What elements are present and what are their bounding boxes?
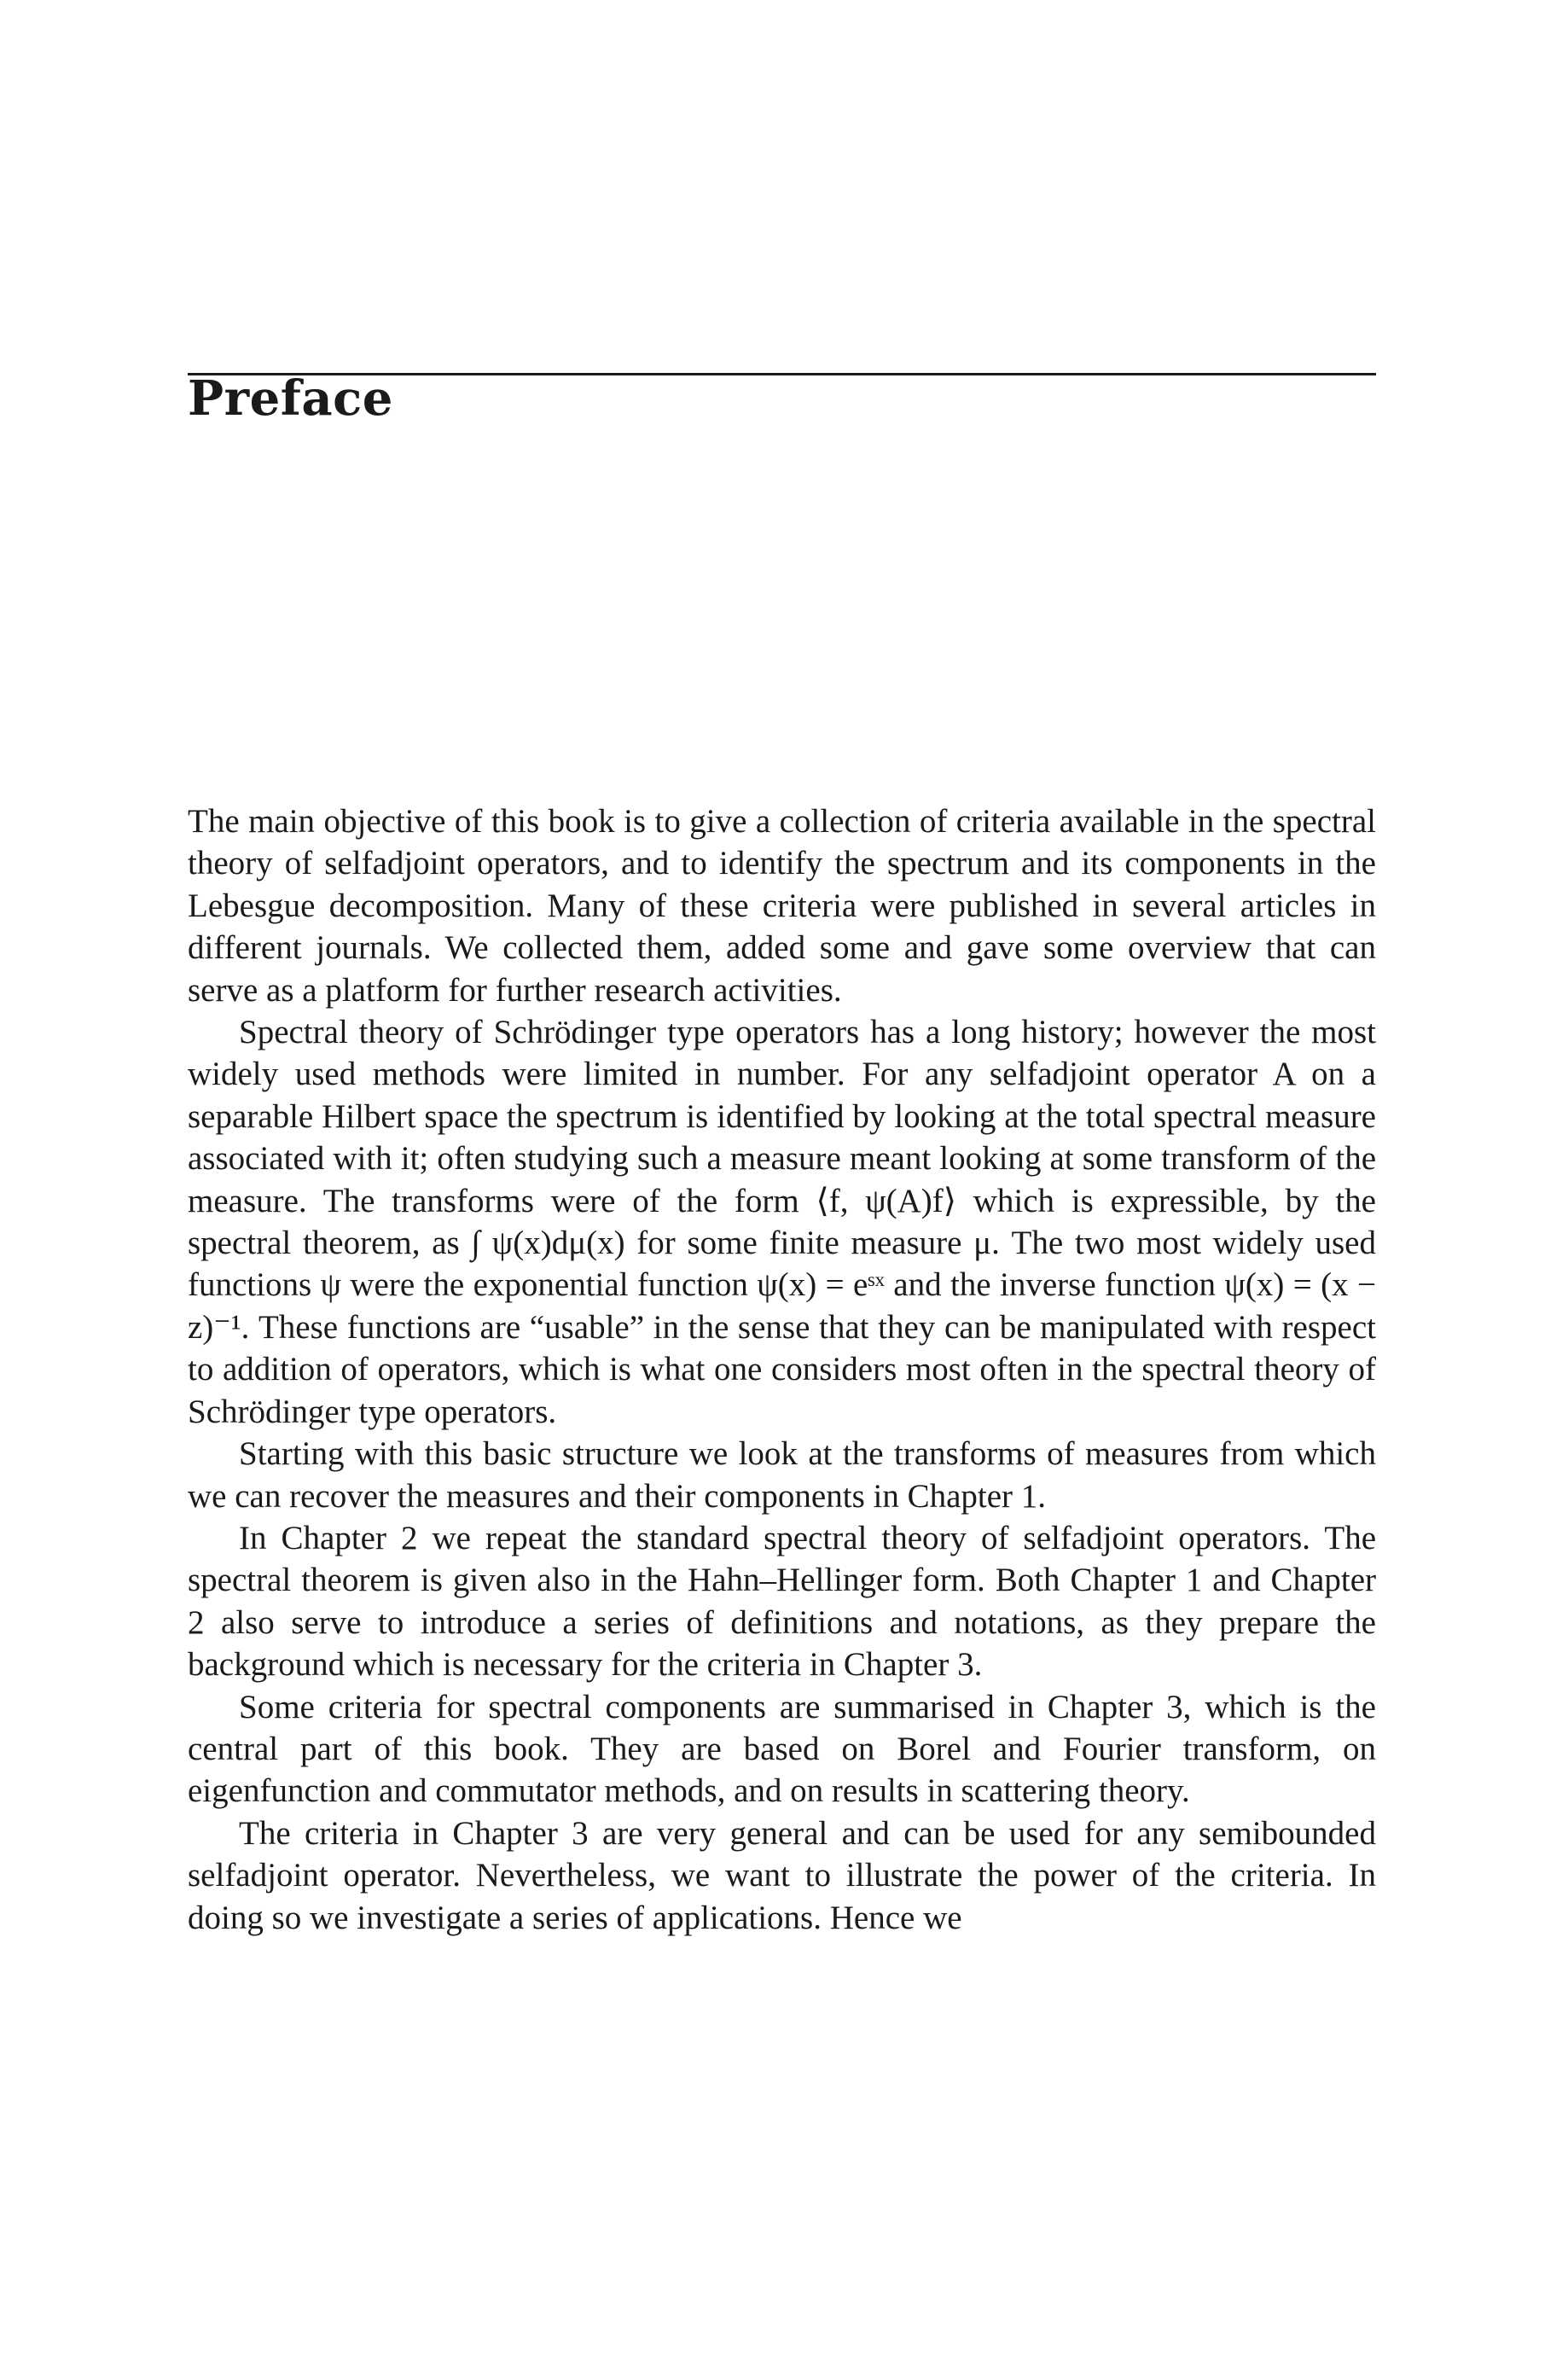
paragraph-3: Starting with this basic structure we look at the transforms of measures from which we can recover the measures and their components in Chapter 1.	[188, 1435, 1376, 1515]
paragraph-5: Some criteria for spectral components are summarised in Chapter 3, which is the central part of this book. They are based on Borel and Fourier transform, on eigenfunction and commutator methods, and on results in scattering theory.	[188, 1688, 1376, 1810]
page-title: Preface	[188, 370, 393, 427]
preface-body	[188, 800, 1376, 1939]
paragraph-4: In Chapter 2 we repeat the standard spectral theory of selfadjoint operators. The spectral theorem is given also in the Hahn–Hellinger form. Both Chapter 1 and Chapter 2 also serve to introduce a series of definitions and notations, as they prepare the background which is necessary for the criteria in Chapter 3.	[188, 1519, 1376, 1684]
paragraph-2: Spectral theory of Schrödinger type operators has a long history; however the most widely used methods were limited in number. For any selfadjoint operator A on a separable Hilbert space the spectrum is identified by looking at the total spectral measure associated with it; often studying such a measure meant looking at some transform of the measure. The transforms were of the form ⟨f, ψ(A)f⟩ which is expressible, by the spectral theorem, as ∫ ψ(x)dμ(x) for some finite measure μ. The two most widely used functions ψ were the exponential function ψ(x) = eˢˣ and the inverse function ψ(x) = (x − z)⁻¹. These functions are “usable” in the sense that they can be manipulated with respect to addition of operators, which is what one considers most often in the spectral theory of Schrödinger type operators.	[188, 1014, 1376, 1430]
paragraph-1: The main objective of this book is to give a collection of criteria available in the spectral theory of selfadjoint operators, and to identify the spectrum and its components in the Lebesgue decomposition. Many of these criteria were published in several articles in different journals. We collected them, added some and gave some overview that can serve as a platform for further research activities.	[188, 803, 1376, 1009]
paragraph-6: The criteria in Chapter 3 are very general and can be used for any semibounded selfadjoint operator. Nevertheless, we want to illustrate the power of the criteria. In doing so we investigate a series of applications. Hence we	[188, 1814, 1376, 1936]
